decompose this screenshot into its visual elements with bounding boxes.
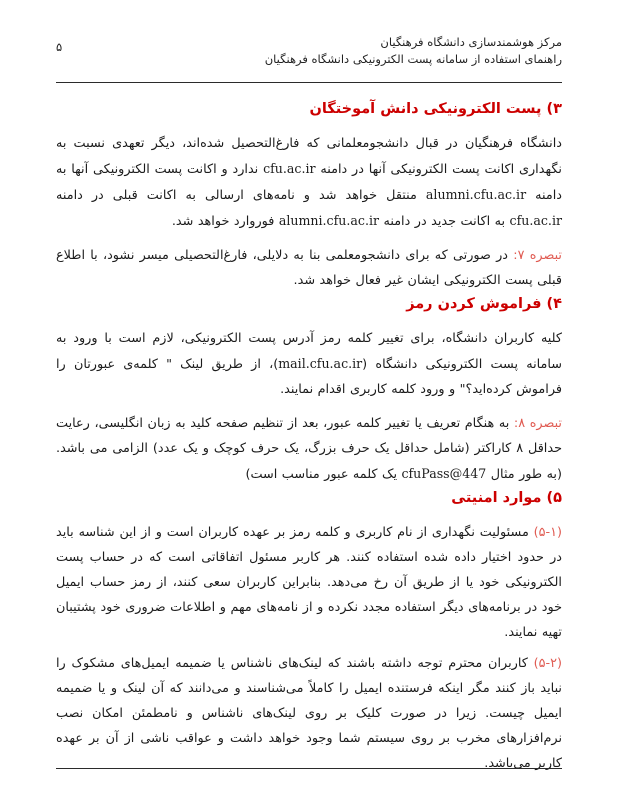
item-label-5-1: (۵-۱) xyxy=(533,525,562,540)
document-body xyxy=(56,98,562,776)
item-text-5-2: کاربران محترم توجه داشته باشند که لینک‌های ناشناس یا ضمیمه ایمیل‌های مشکوک را نباید باز کنند مگر اینکه فرستنده ایمیل را کاملاً می‌شناسند و می‌دانند که آن لینک و یا ضمیمه ایمیل چیست. زیرا در صورت کلیک بر روی لینک‌های ناشناس و نامطمئن امکان نصب نرم‌افزارهای مخرب بر روی سیستم شما وجود خواهد داشت و عواقب ناشی از آن بر عهده کاربر می‌باشد. xyxy=(56,656,562,771)
header-line-organization: مرکز هوشمندسازی دانشگاه فرهنگیان xyxy=(380,35,562,49)
note-text-7: در صورتی که برای دانشجومعلمی بنا به دلایلی، فارغ‌التحصیلی میسر نشود، با اطلاع قبلی پست الکترونیکی ایشان غیر فعال خواهد شد. xyxy=(56,248,562,288)
section-4-text-b: )، از طریق لینک " کلمه‌ی عبورتان را فراموش کرده‌اید؟" و ورود کلمه کاربری اقدام نمایند. xyxy=(56,357,562,397)
header-title-block xyxy=(56,34,562,68)
page-header xyxy=(56,34,562,80)
footer-divider xyxy=(56,768,562,769)
password-example: cfuPass@447 xyxy=(401,466,487,481)
section-4-paragraph xyxy=(56,326,562,402)
domain-cfu-2: cfu.ac.ir xyxy=(509,213,562,228)
header-divider xyxy=(56,82,562,83)
section-heading-3: ۳) پست الکترونیکی دانش آموختگان xyxy=(309,101,562,117)
domain-alumni-1: alumni.cfu.ac.ir xyxy=(425,187,527,202)
mail-domain: mail.cfu.ac.ir xyxy=(278,356,363,371)
section-4-note xyxy=(56,411,562,487)
section-3-text-a: دانشگاه فرهنگیان در قبال دانشجومعلمانی که فارغ‌التحصیل شده‌اند، دیگر تعهدی نسبت به نگهداری اکانت پست الکترونیکی آنها در دامنه xyxy=(56,136,562,177)
section-3-text-c: منتقل خواهد شد و نامه‌های ارسالی به اکانت قبلی در دامنه xyxy=(56,188,426,203)
note-text-8-a: به هنگام تعریف یا تغییر کلمه عبور، بعد از تنظیم صفحه کلید به زبان انگلیسی، رعایت حداقل ۸ کاراکتر (شامل حداقل یک حرف بزرگ، یک حرف کوچک و یک عدد) الزامی می باشد. (به طور مثال xyxy=(56,416,562,482)
section-3-text-d: به اکانت جدید در دامنه xyxy=(379,214,510,229)
page-number: ۵ xyxy=(56,40,63,54)
section-3-text-e: فوروارد خواهد شد. xyxy=(171,214,279,229)
domain-alumni-2: alumni.cfu.ac.ir xyxy=(278,213,380,228)
section-3-text-b: ندارد و اکانت پست الکترونیکی آنها به دامنه xyxy=(56,162,562,203)
note-label-7: تبصره ۷: xyxy=(513,248,562,263)
item-text-5-1: مسئولیت نگهداری از نام کاربری و کلمه رمز بر عهده کاربران است و از این شناسه باید در حدود اختیار داده شده استفاده کنند. هر کاربر مسئول اتفاقاتی است که در حساب پست الکترونیکی خود یا از طریق آن رخ می‌دهد. بنابراین کاربران سعی کنند، از رمز حساب ایمیل خود در برنامه‌های دیگر استفاده مجدد نکرده و از نامه‌های مهم و اطلاعات ضروری خود پشتیبان تهیه نمایند. xyxy=(56,525,562,640)
section-5-item-2 xyxy=(56,651,562,776)
note-text-8-b: یک کلمه عبور مناسب است) xyxy=(245,467,402,482)
note-label-8: تبصره ۸: xyxy=(513,416,562,431)
section-heading-4: ۴) فراموش کردن رمز xyxy=(406,296,562,312)
section-4-text-a: کلیه کاربران دانشگاه، برای تغییر کلمه رمز آدرس پست الکترونیکی، لازم است با ورود به سامانه پست الکترونیکی دانشگاه ( xyxy=(56,331,563,372)
section-heading-5: ۵) موارد امنیتی xyxy=(451,490,562,506)
section-5-item-1 xyxy=(56,520,562,645)
item-label-5-2: (۵-۲) xyxy=(533,656,562,671)
section-3-note xyxy=(56,243,562,293)
domain-cfu-1: cfu.ac.ir xyxy=(263,161,316,176)
section-3-paragraph xyxy=(56,131,562,234)
header-line-document-title: راهنمای استفاده از سامانه پست الکترونیکی دانشگاه فرهنگیان xyxy=(264,52,562,66)
